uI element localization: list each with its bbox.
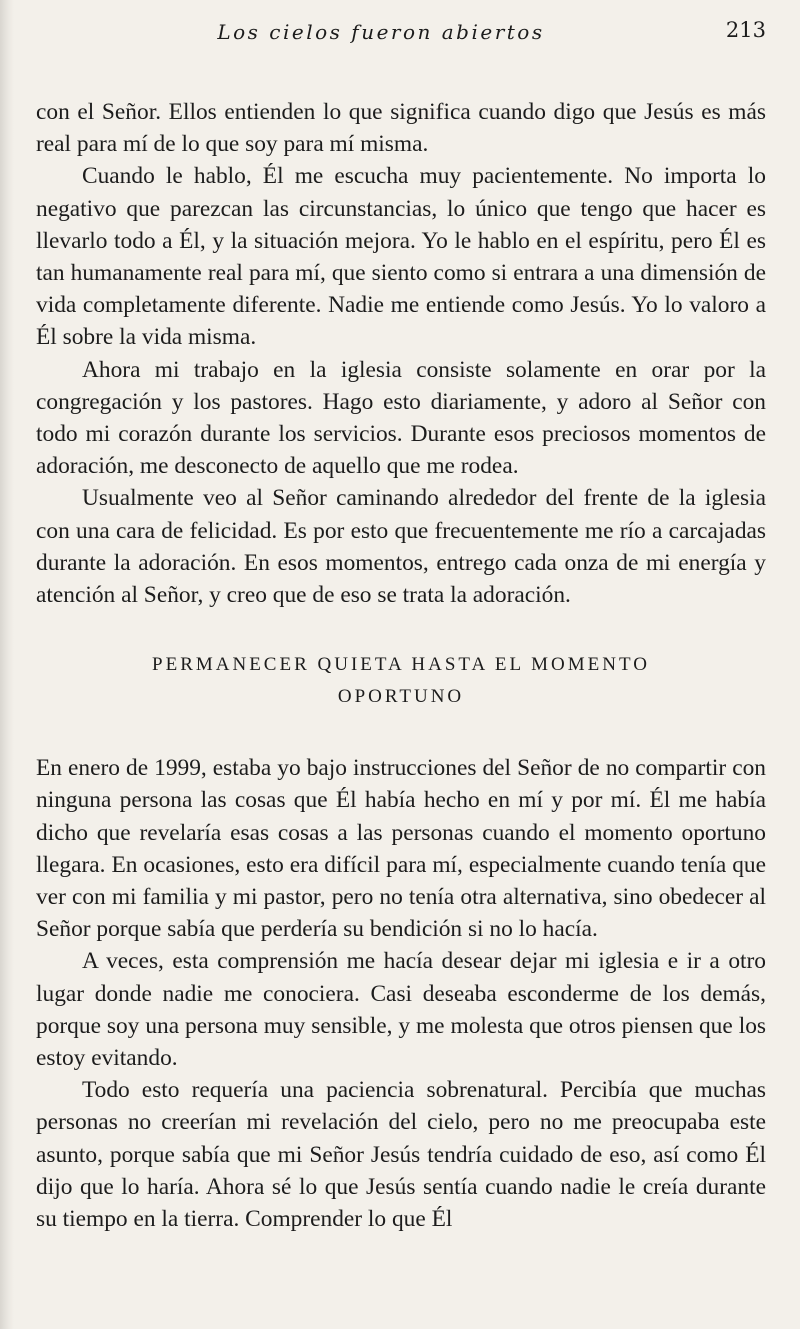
section-heading-line: PERMANECER QUIETA HASTA EL MOMENTO bbox=[152, 654, 650, 676]
paragraph: Cuando le hablo, Él me escucha muy pacientemente. No importa lo negativo que parezcan las circunstancias, lo único que tengo que hacer es llevarlo todo a Él, y la situación mejora. Yo le hablo en el espíritu, pero Él es tan humanamente real para mí, que siento como si entrara a una dimensión de vida completamente diferente. Nadie me entiende como Jesús. Yo lo valoro a Él sobre la vida misma. bbox=[36, 163, 766, 351]
running-title: Los cielos fueron abiertos bbox=[217, 20, 545, 44]
running-header bbox=[36, 16, 766, 52]
paragraph: A veces, esta comprensión me hacía desear dejar mi iglesia e ir a otro lugar donde nadie me conociera. Casi deseaba esconderme de los demás, porque soy una persona muy sensible, y me molesta que otros piensen que los estoy evitando. bbox=[36, 948, 766, 1072]
page-number: 213 bbox=[725, 18, 766, 42]
book-page bbox=[36, 0, 766, 1329]
paragraph: con el Señor. Ellos entienden lo que significa cuando digo que Jesús es más real para mí de lo que soy para mí misma. bbox=[36, 99, 766, 158]
paragraph: Ahora mi trabajo en la iglesia consiste solamente en orar por la congregación y los pastores. Hago esto diariamente, y adoro al Señor con todo mi corazón durante los servicios. Durante esos preciosos momentos de adoración, me desconecto de aquello que me rodea. bbox=[36, 356, 766, 480]
page-edge bbox=[0, 0, 14, 1329]
body-text bbox=[36, 96, 766, 1235]
paragraph: Todo esto requería una paciencia sobrenatural. Percibía que muchas personas no creerían mi revelación del cielo, pero no me preocupaba este asunto, porque sabía que mi Señor Jesús tendría cuidado de eso, así como Él dijo que lo haría. Ahora sé lo que Jesús sentía cuando nadie le creía durante su tiempo en la tierra. Comprender lo que Él bbox=[36, 1077, 766, 1233]
paragraph: Usualmente veo al Señor caminando alrededor del frente de la iglesia con una cara de felicidad. Es por esto que frecuentemente me río a carcajadas durante la adoración. En esos momentos, entrego cada onza de mi energía y atención al Señor, y creo que de eso se trata la adoración. bbox=[36, 485, 766, 609]
paragraph: En enero de 1999, estaba yo bajo instrucciones del Señor de no compartir con ninguna persona las cosas que Él había hecho en mí y por mí. Él me había dicho que revelaría esas cosas a las personas cuando el momento oportuno llegara. En ocasiones, esto era difícil para mí, especialmente cuando tenía que ver con mi familia y mi pastor, pero no tenía otra alternativa, sino obedecer al Señor porque sabía que perdería su bendición si no lo hacía. bbox=[36, 755, 766, 943]
section-heading-line: OPORTUNO bbox=[337, 686, 465, 708]
section-heading bbox=[36, 649, 766, 713]
